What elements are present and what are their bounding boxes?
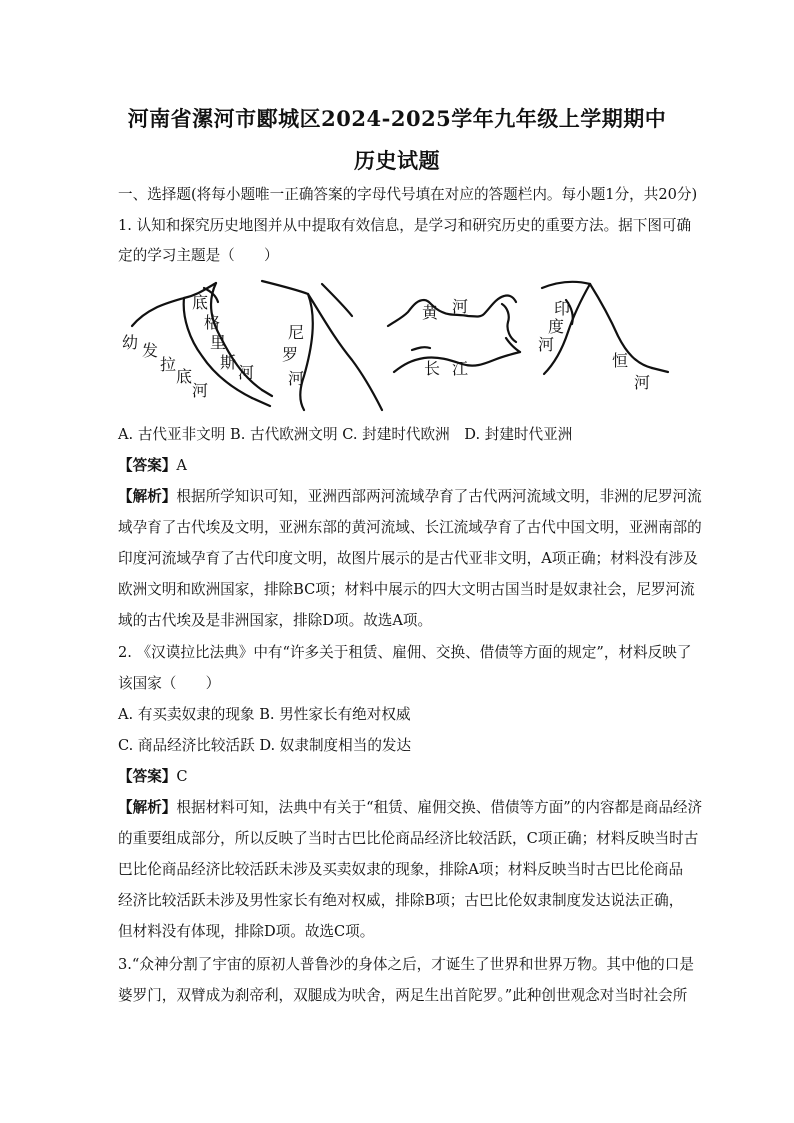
q2-analysis-line-2: 的重要组成部分，所以反映了当时古巴比伦商品经济比较活跃，C项正确；材料反映当时古 — [118, 830, 699, 847]
analysis-text: 根据材料可知，法典中有关于“租赁、雇佣交换、借债等方面”的内容都是商品经济 — [176, 799, 703, 816]
answer-tag: 【答案】 — [118, 457, 177, 474]
map-label: 里 — [210, 333, 227, 352]
q2-analysis-line-1 — [118, 798, 703, 818]
q3-stem-line-2: 婆罗门，双臂成为刹帝利，双腿成为吠舍，两足生出首陀罗。”此种创世观念对当时社会所 — [118, 987, 688, 1004]
q2-analysis-line-5: 但材料没有体现，排除D项。故选C项。 — [118, 923, 375, 940]
q2-options-line-2: C. 商品经济比较活跃 D. 奴隶制度相当的发达 — [118, 737, 412, 754]
map-label: 黄 — [422, 303, 439, 322]
map-label: 幼 — [122, 333, 139, 352]
q1-analysis-line-3: 印度河流域孕育了古代印度文明，故图片展示的是古代亚非文明，A项正确；材料没有涉及 — [118, 550, 698, 567]
q1-answer — [118, 456, 678, 476]
q2-analysis-line-4: 经济比较活跃未涉及男性家长有绝对权威，排除B项；古巴比伦奴隶制度发达说法正确， — [118, 892, 684, 909]
map-label: 尼 — [288, 323, 305, 342]
title-line-2: 历史试题 — [354, 148, 440, 173]
analysis-text: 根据所学知识可知，亚洲西部两河流域孕育了古代两河流域文明，非洲的尼罗河流 — [176, 488, 702, 505]
map-label: 河 — [288, 369, 305, 388]
map-label: 底 — [192, 293, 209, 312]
map-label: 河 — [192, 381, 209, 400]
map-label: 印 — [554, 299, 571, 318]
map-label: 罗 — [282, 345, 299, 364]
map-label: 河 — [238, 363, 255, 382]
answer-tag: 【答案】 — [118, 768, 177, 785]
map-label: 河 — [634, 373, 651, 392]
river-maps-figure — [112, 278, 682, 413]
q2-options-line-1: A. 有买卖奴隶的现象 B. 男性家长有绝对权威 — [118, 706, 411, 723]
q2-answer — [118, 767, 678, 787]
title-line-1: 河南省漯河市郾城区2024-2025学年九年级上学期期中 — [127, 106, 667, 131]
map-label: 发 — [142, 341, 159, 360]
map-label: 拉 — [160, 355, 177, 374]
map-label: 恒 — [612, 351, 629, 370]
river-maps-svg — [112, 278, 682, 413]
map-label: 江 — [452, 359, 469, 378]
q1-analysis-line-2: 域孕育了古代埃及文明，亚洲东部的黄河流域、长江流域孕育了古代中国文明，亚洲南部的 — [118, 519, 702, 536]
q1-analysis-line-4: 欧洲文明和欧洲国家，排除BC项；材料中展示的四大文明古国当时是奴隶社会，尼罗河流 — [118, 581, 695, 598]
q1-stem-line-1: 1. 认知和探究历史地图并从中提取有效信息，是学习和研究历史的重要方法。据下图可确 — [118, 217, 692, 234]
map-label: 长 — [424, 359, 441, 378]
map-label: 格 — [204, 313, 221, 332]
q1-stem-line-2: 定的学习主题是（ ） — [118, 247, 279, 264]
answer-value: A — [176, 457, 187, 474]
answer-value: C — [176, 768, 188, 785]
q2-stem-line-1: 2. 《汉谟拉比法典》中有“许多关于租赁、雇佣、交换、借债等方面的规定”，材料反映了 — [118, 644, 692, 661]
analysis-tag: 【解析】 — [118, 488, 177, 505]
q3-stem-line-1: 3.“众神分割了宇宙的原初人普鲁沙的身体之后，才诞生了世界和世界万物。其中他的口是 — [118, 956, 694, 973]
map-label: 河 — [538, 335, 555, 354]
map-nile — [262, 281, 382, 410]
map-label: 斯 — [220, 353, 237, 372]
q1-options: A. 古代亚非文明 B. 古代欧洲文明 C. 封建时代欧洲 D. 封建时代亚洲 — [118, 426, 573, 443]
map-label: 底 — [176, 367, 193, 386]
q2-stem-line-2: 该国家（ ） — [118, 675, 221, 692]
section-heading: 一、选择题(将每小题唯一正确答案的字母代号填在对应的答题栏内。每小题1分，共20分) — [118, 186, 698, 203]
q1-analysis-line-5: 域的古代埃及是非洲国家，排除D项。故选A项。 — [118, 612, 433, 629]
analysis-tag: 【解析】 — [118, 799, 177, 816]
q1-analysis-line-1 — [118, 487, 702, 507]
map-label: 度 — [548, 317, 565, 336]
map-label: 河 — [452, 297, 469, 316]
q2-analysis-line-3: 巴比伦商品经济比较活跃未涉及买卖奴隶的现象，排除A项；材料反映当时古巴比伦商品 — [118, 861, 684, 878]
